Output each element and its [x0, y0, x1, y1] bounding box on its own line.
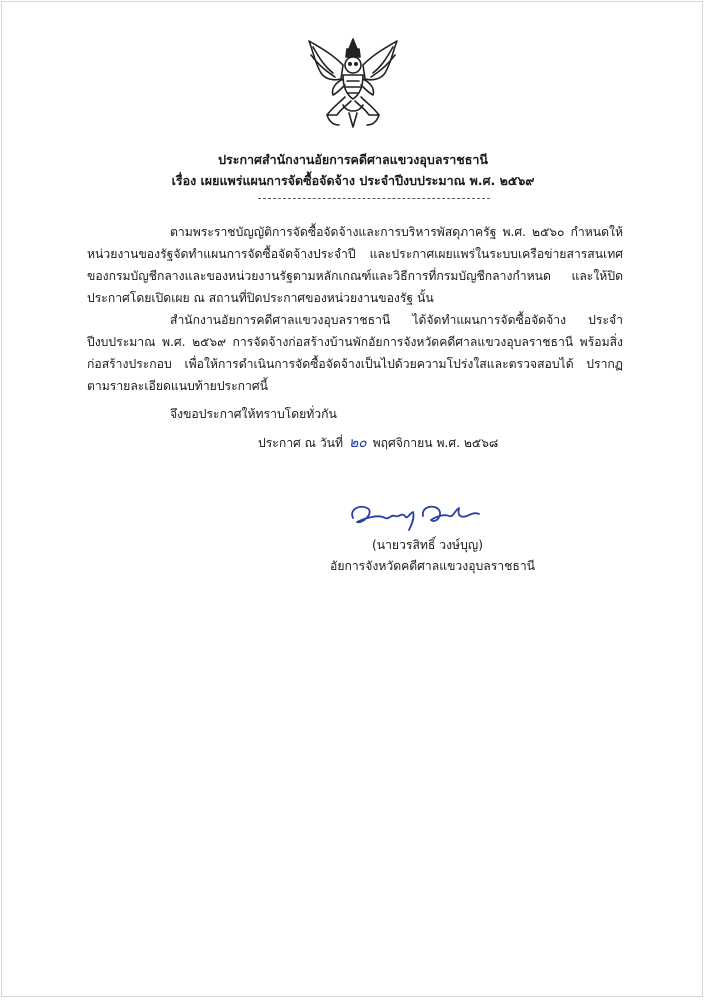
handwritten-signature — [345, 496, 485, 536]
signer-name: (นายวรสิทธิ์ วงษ์บุญ) — [372, 538, 483, 552]
date-prefix: ประกาศ ณ วันที่ — [258, 436, 344, 450]
title-divider — [258, 198, 490, 199]
closing-statement: จึงขอประกาศให้ทราบโดยทั่วกัน — [170, 407, 337, 421]
garuda-emblem-icon — [303, 35, 403, 131]
date-month-year: พฤศจิกายน พ.ศ. ๒๕๖๘ — [372, 436, 499, 450]
body-paragraph-1: ตามพระราชบัญญัติการจัดซื้อจัดจ้างและการบริหารพัสดุภาครัฐ พ.ศ. ๒๕๖๐ กำหนดให้หน่วยงานของรัฐจัดทำแผนการจัดซื้อจัดจ้างประจำปี และประกาศเผยแพร่ในระบบเครือข่ายสารสนเทศของกรมบัญชีกลางและของหน่วยงานรัฐตามหลักเกณฑ์และวิธีการที่กรมบัญชีกลางกำหนด และให้ปิดประกาศโดยเปิดเผย ณ สถานที่ปิดประกาศของหน่วยงานของรัฐ นั้น — [87, 225, 623, 305]
date-day: ๒๐ — [348, 435, 367, 451]
announcement-subject: เรื่อง เผยแพร่แผนการจัดซื้อจัดจ้าง ประจำปีงบประมาณ พ.ศ. ๒๕๖๙ — [171, 173, 535, 188]
date-line — [258, 432, 498, 454]
signer-position: อัยการจังหวัดคดีศาลแขวงอุบลราชธานี — [330, 559, 536, 573]
announcement-title: ประกาศสำนักงานอัยการคดีศาลแขวงอุบลราชธานี — [218, 152, 488, 167]
body-paragraph-2: สำนักงานอัยการคดีศาลแขวงอุบลราชธานี ได้จัดทำแผนการจัดซื้อจัดจ้าง ประจำปีงบประมาณ พ.ศ. ๒๕๖๙ การจัดจ้างก่อสร้างบ้านพักอัยการจังหวัดคดีศาลแขวงอุบลราชธานี พร้อมสิ่งก่อสร้างประกอบ เพื่อให้การดำเนินการจัดซื้อจัดจ้างเป็นไปด้วยความโปร่งใสและตรวจสอบได้ ปรากฏตามรายละเอียดแนบท้ายประกาศนี้ — [87, 313, 623, 393]
